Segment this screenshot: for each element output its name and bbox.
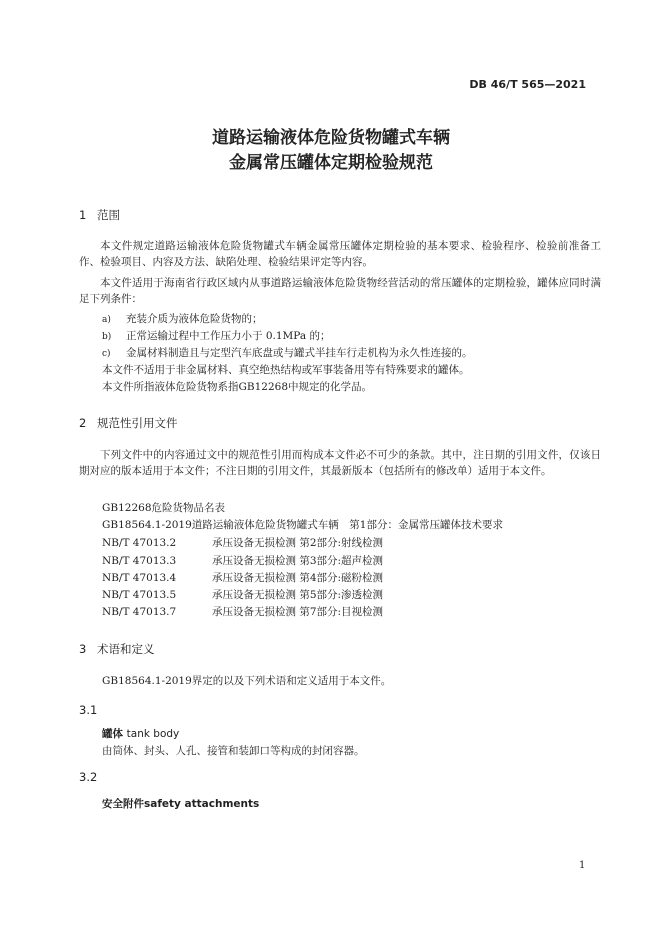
reference-title: 承压设备无损检测 第5部分:渗透检测 [212,589,384,601]
term-number: 3.2 [79,770,98,784]
list-item-label: b) [102,332,112,342]
reference-item [102,604,383,620]
term-en: safety attachments [144,798,260,810]
list-item [102,345,473,362]
term-en: tank body [126,728,180,740]
reference-item: GB18564.1-2019道路运输液体危险货物罐式车辆 第1部分：金属常压罐体技术要求 [102,519,503,531]
reference-code: NB/T 47013.3 [102,555,177,567]
section-1-heading [79,207,120,223]
reference-item [102,570,383,586]
list-item-text: 充装介质为液体危险货物的； [126,313,263,325]
title-line-1: 道路运输液体危险货物罐式车辆 [212,128,450,148]
list-item-label: a) [102,315,111,325]
scope-paragraph-4: 本文件所指液体危险货物系指GB12268中规定的化学品。 [102,381,373,393]
section-number: 2 [79,416,87,430]
section-2-heading [79,415,178,431]
reference-item [102,535,383,551]
term-number: 3.1 [79,703,98,717]
reference-item [102,587,383,603]
reference-title: 承压设备无损检测 第2部分:射线检测 [212,537,384,549]
document-number: DB 46/T 565—2021 [469,78,586,91]
list-item-label: c) [102,349,111,359]
scope-paragraph-1: 本文件规定道路运输液体危险货物罐式车辆金属常压罐体定期检验的基本要求、检验程序、检验前准备工作、检验项目、内容及方法、缺陷处理、检验结果评定等内容。 [79,240,601,268]
reference-title: 承压设备无损检测 第7部分:目视检测 [212,606,384,618]
reference-item [102,553,383,569]
term-zh: 罐体 [102,728,123,740]
reference-title: 承压设备无损检测 第4部分:磁粉检测 [212,572,384,584]
reference-code: NB/T 47013.4 [102,572,177,584]
list-item-text: 正常运输过程中工作压力小于 0.1MPa 的； [126,330,331,342]
title-line-2: 金属常压罐体定期检验规范 [229,153,433,173]
section-title: 规范性引用文件 [97,416,178,430]
reference-code: NB/T 47013.7 [102,606,177,618]
terms-intro: GB18564.1-2019界定的以及下列术语和定义适用于本文件。 [102,675,392,687]
list-item [102,328,330,345]
reference-code: NB/T 47013.2 [102,537,177,549]
list-item [102,311,263,328]
section-title: 术语和定义 [97,642,155,656]
term-heading [102,726,179,741]
reference-title: 承压设备无损检测 第3部分:超声检测 [212,555,384,567]
page-number: 1 [579,860,586,871]
scope-paragraph-2: 本文件适用于海南省行政区域内从事道路运输液体危险货物经营活动的常压罐体的定期检验，罐体应同时满足下列条件： [79,277,601,305]
reference-code: NB/T 47013.5 [102,589,177,601]
reference-item: GB12268危险货物品名表 [102,502,226,514]
normative-paragraph: 下列文件中的内容通过文中的规范性引用而构成本文件必不可少的条款。其中，注日期的引用文件，仅该日期对应的版本适用于本文件；不注日期的引用文件，其最新版本（包括所有的修改单）适用于本文件。 [79,449,601,477]
list-item-text: 金属材料制造且与定型汽车底盘或与罐式半挂车行走机构为永久性连接的。 [126,347,473,359]
term-zh: 安全附件 [102,798,144,810]
term-heading [102,796,259,811]
section-title: 范围 [97,208,120,222]
scope-paragraph-3: 本文件不适用于非金属材料、真空绝热结构或军事装备用等有特殊要求的罐体。 [102,364,470,376]
term-definition: 由筒体、封头、人孔、接管和装卸口等构成的封闭容器。 [102,745,365,757]
section-number: 3 [79,642,87,656]
section-number: 1 [79,208,87,222]
section-3-heading [79,641,155,657]
